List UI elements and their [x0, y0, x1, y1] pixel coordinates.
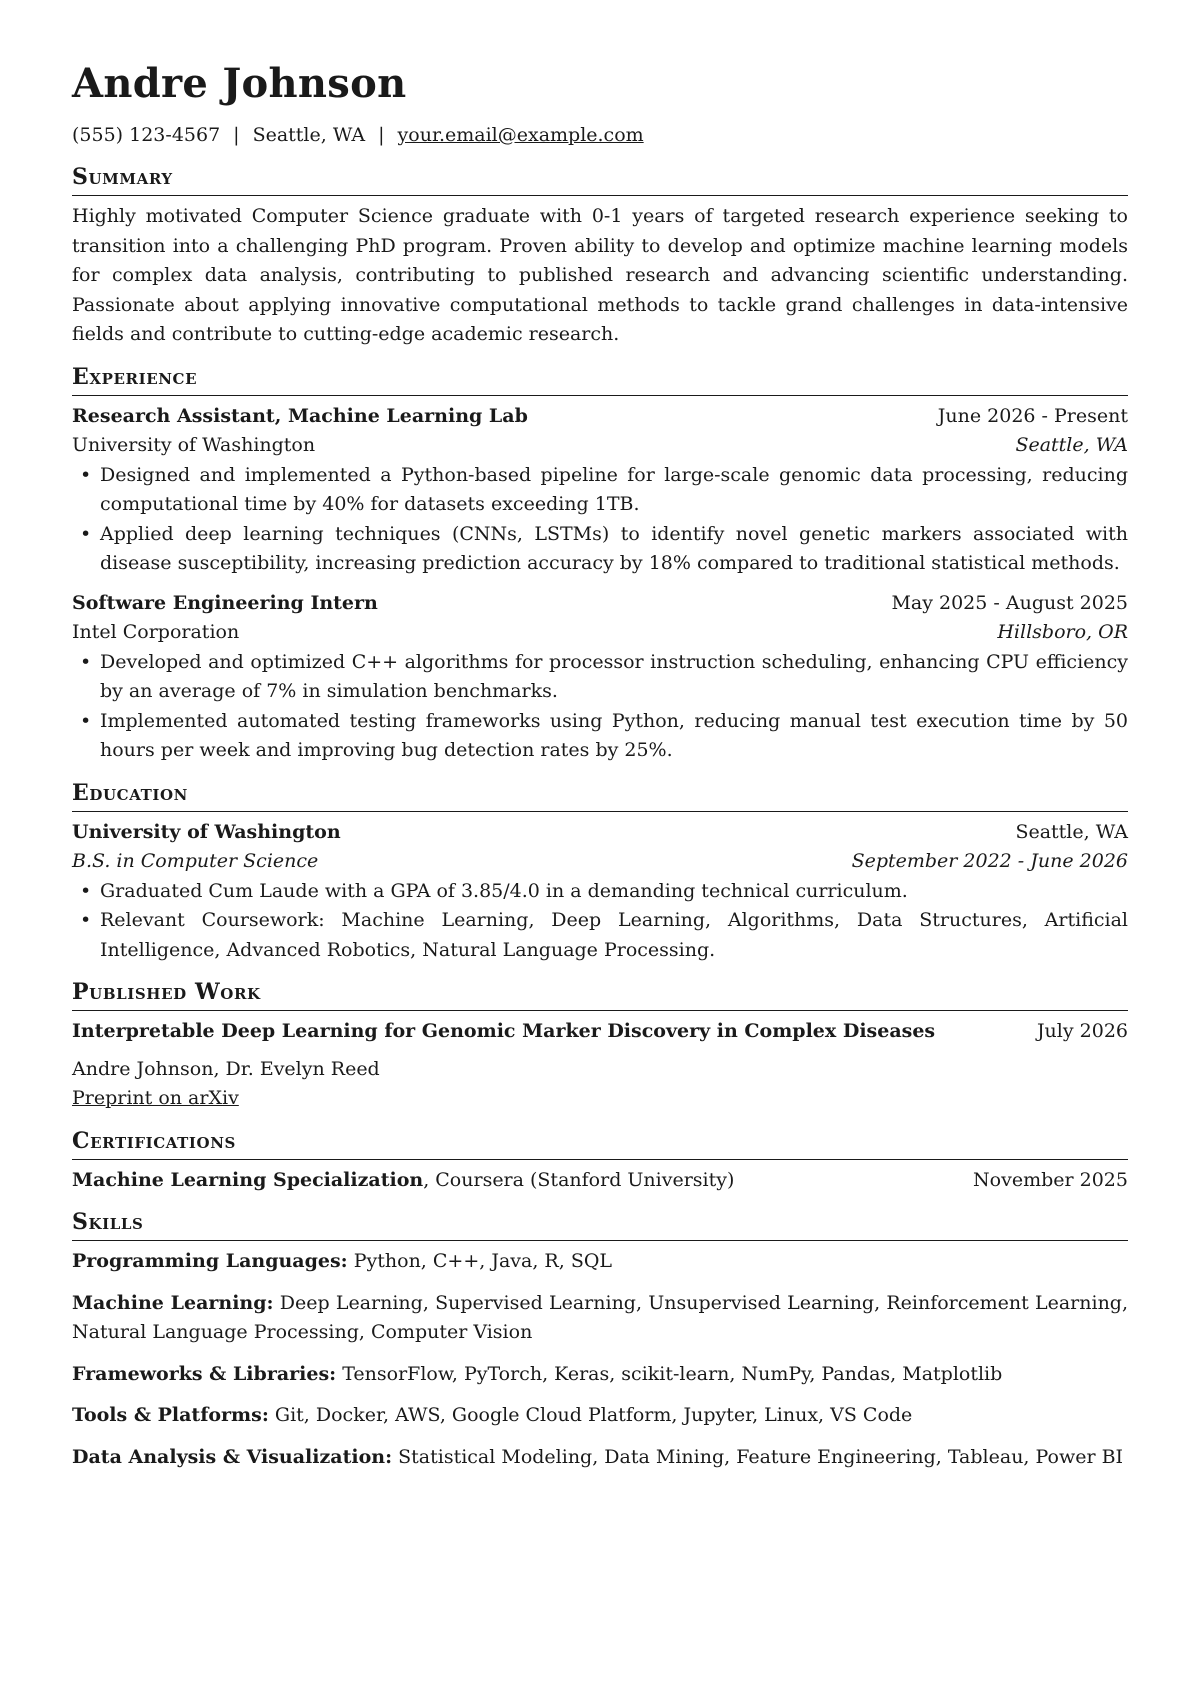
experience-list	[72, 402, 1128, 766]
certification-entry	[72, 1166, 1128, 1196]
education-bullets	[72, 877, 1128, 966]
bullet-item: • Designed and implemented a Python-based pipeline for large-scale genomic data processing, reducing computational time by 40% for datasets exceeding 1TB.	[72, 461, 1128, 520]
skill-values: Python, C++, Java, R, SQL	[347, 1250, 613, 1272]
preprint-link[interactable]: Preprint on arXiv	[72, 1087, 239, 1109]
job-dates: June 2026 - Present	[937, 404, 1128, 427]
skill-category: Machine Learning:	[72, 1291, 274, 1314]
location: Seattle, WA	[252, 124, 366, 146]
job-dates: May 2025 - August 2025	[891, 591, 1128, 614]
skill-category: Frameworks & Libraries:	[72, 1362, 337, 1385]
phone: (555) 123-4567	[72, 124, 221, 146]
skill-values: TensorFlow, PyTorch, Keras, scikit-learn, NumPy, Pandas, Matplotlib	[336, 1362, 1003, 1385]
bullet-item: • Relevant Coursework: Machine Learning, Deep Learning, Algorithms, Data Structures, Artificial Intelligence, Advanced Robotics, Natural Language Processing.	[72, 906, 1128, 965]
section-title-education: Education	[72, 778, 1128, 812]
skill-category: Programming Languages:	[72, 1250, 348, 1272]
education-entry	[72, 818, 1128, 966]
section-title-published: Published Work	[72, 977, 1128, 1011]
publication-date: July 2026	[1036, 1020, 1128, 1042]
certification-provider: , Coursera (Stanford University)	[423, 1168, 735, 1191]
publication-entry	[72, 1017, 1128, 1114]
job-bullets	[72, 648, 1128, 766]
skill-values: Deep Learning, Supervised Learning, Unsupervised Learning, Reinforcement Learning, Natural Language Processing, Computer Vision	[72, 1291, 1129, 1343]
job-location: Seattle, WA	[1015, 434, 1128, 456]
publication-authors: Andre Johnson, Dr. Evelyn Reed	[72, 1057, 380, 1080]
job-location: Hillsboro, OR	[997, 621, 1128, 643]
skill-line	[72, 1289, 1128, 1348]
skill-line	[72, 1247, 1128, 1277]
bullet-item: • Developed and optimized C++ algorithms for processor instruction scheduling, enhancing CPU efficiency by an average of 7% in simulation benchmarks.	[72, 648, 1128, 707]
separator: |	[233, 124, 240, 146]
school-name: University of Washington	[72, 820, 341, 843]
employer: University of Washington	[72, 434, 316, 456]
skill-line	[72, 1401, 1128, 1431]
section-title-certifications: Certifications	[72, 1126, 1128, 1160]
separator: |	[378, 124, 385, 146]
skill-category: Data Analysis & Visualization:	[72, 1445, 393, 1468]
publication-title: Interpretable Deep Learning for Genomic Marker Discovery in Complex Diseases	[72, 1020, 936, 1042]
certification-name: Machine Learning Specialization	[72, 1168, 424, 1191]
candidate-name: Andre Johnson	[72, 60, 407, 107]
skill-values: Git, Docker, AWS, Google Cloud Platform, Jupyter, Linux, VS Code	[268, 1404, 913, 1426]
school-location: Seattle, WA	[1015, 820, 1128, 843]
contact-line	[72, 120, 1128, 150]
email-link[interactable]: your.email@example.com	[397, 124, 644, 146]
job-bullets	[72, 461, 1128, 579]
experience-entry	[72, 589, 1128, 766]
section-title-summary: Summary	[72, 162, 1128, 196]
job-title: Software Engineering Intern	[72, 591, 378, 614]
bullet-item: • Applied deep learning techniques (CNNs, LSTMs) to identify novel genetic markers associated with disease susceptibility, increasing prediction accuracy by 18% compared to traditional statistical methods.	[72, 520, 1128, 579]
bullet-item: • Graduated Cum Laude with a GPA of 3.85/4.0 in a demanding technical curriculum.	[72, 877, 1128, 907]
skills-list	[72, 1247, 1128, 1472]
job-title: Research Assistant, Machine Learning Lab	[72, 404, 528, 427]
skill-category: Tools & Platforms:	[72, 1404, 269, 1426]
skill-line	[72, 1443, 1128, 1473]
section-title-skills: Skills	[72, 1207, 1128, 1241]
education-dates: September 2022 - June 2026	[851, 850, 1128, 872]
employer: Intel Corporation	[72, 621, 240, 643]
experience-entry	[72, 402, 1128, 579]
section-title-experience: Experience	[72, 362, 1128, 396]
degree: B.S. in Computer Science	[72, 850, 319, 872]
summary-text: Highly motivated Computer Science graduate with 0-1 years of targeted research experience seeking to transition into a challenging PhD program. Proven ability to develop and optimize machine learning models for complex data analysis, contributing to published research and advancing scientific understanding. Passionate about applying innovative computational methods to tackle grand challenges in data-intensive fields and contribute to cutting-edge academic research.	[72, 205, 1128, 345]
certification-date: November 2025	[973, 1168, 1128, 1191]
bullet-item: • Implemented automated testing frameworks using Python, reducing manual test execution time by 50 hours per week and improving bug detection rates by 25%.	[72, 707, 1128, 766]
skill-line	[72, 1360, 1128, 1390]
skill-values: Statistical Modeling, Data Mining, Feature Engineering, Tableau, Power BI	[392, 1445, 1124, 1468]
